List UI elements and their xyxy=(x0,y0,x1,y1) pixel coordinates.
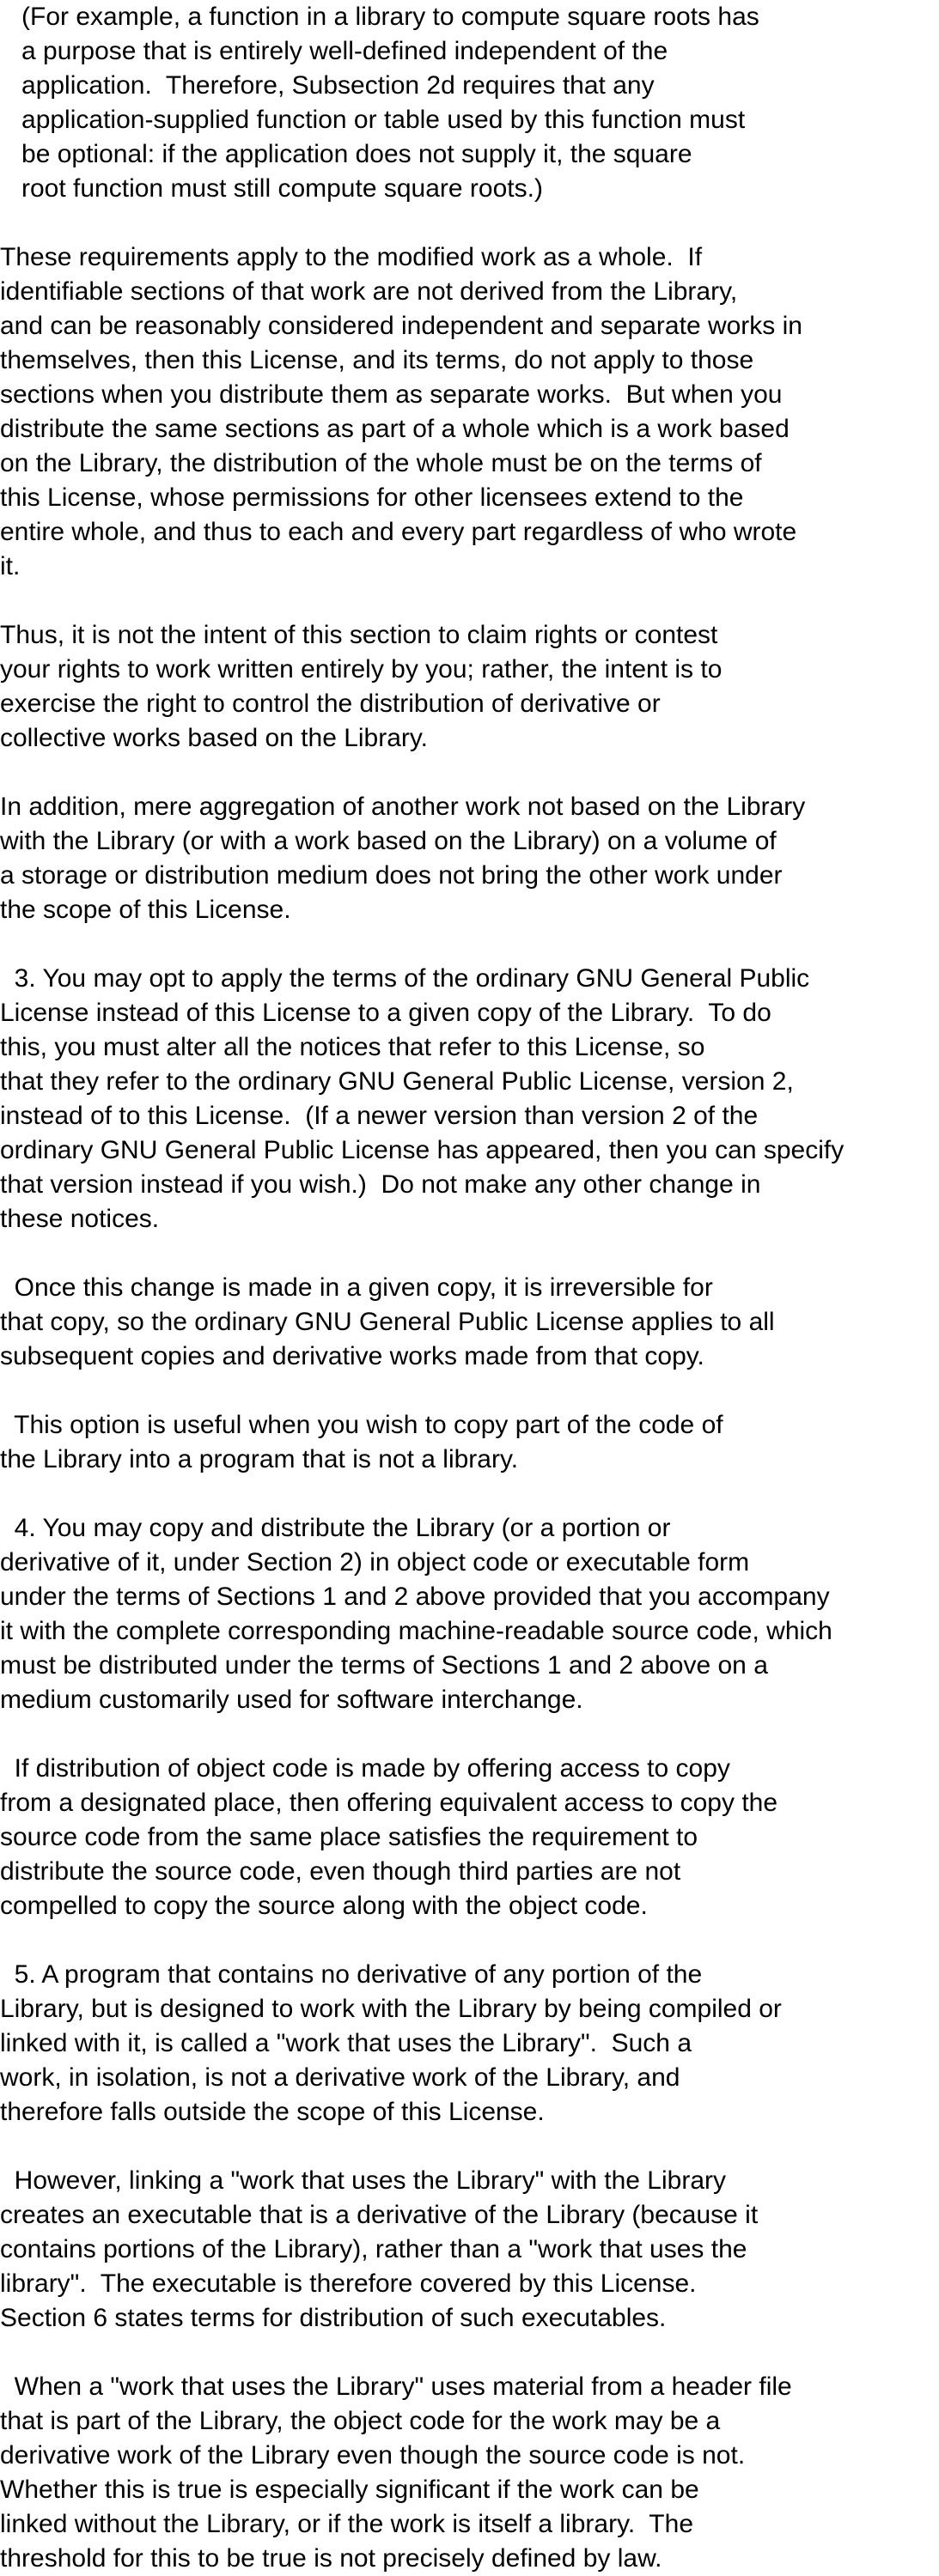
text-line: this, you must alter all the notices that refer to this License, so xyxy=(0,1033,705,1061)
text-line: Whether this is true is especially significant if the work can be xyxy=(0,2476,699,2504)
text-line: subsequent copies and derivative works made from that copy. xyxy=(0,1342,704,1370)
text-line: be optional: if the application does not supply it, the square xyxy=(0,140,692,168)
text-line: and can be reasonably considered independent and separate works in xyxy=(0,312,802,340)
paragraph-object-code-access xyxy=(0,1752,777,1923)
text-line: However, linking a "work that uses the Library" with the Library xyxy=(0,2166,727,2195)
text-line: Library, but is designed to work with the Library by being compiled or xyxy=(0,1995,782,2023)
text-line: must be distributed under the terms of Sections 1 and 2 above on a xyxy=(0,1651,768,1680)
paragraph-requirements-whole xyxy=(0,240,802,584)
text-line: These requirements apply to the modified work as a whole. If xyxy=(0,243,703,271)
text-line: this License, whose permissions for other licensees extend to the xyxy=(0,483,744,512)
paragraph-intent-of-section xyxy=(0,618,722,756)
paragraph-option-useful xyxy=(0,1408,723,1477)
text-line: compelled to copy the source along with the object code. xyxy=(0,1892,648,1920)
text-line: License instead of this License to a given copy of the Library. To do xyxy=(0,999,771,1027)
text-line: with the Library (or with a work based on the Library) on a volume of xyxy=(0,827,777,855)
text-line: a purpose that is entirely well-defined independent of the xyxy=(0,37,668,65)
text-line: If distribution of object code is made by offering access to copy xyxy=(0,1754,730,1783)
text-line: collective works based on the Library. xyxy=(0,724,429,752)
paragraph-section-5 xyxy=(0,1958,782,2129)
text-line: 4. You may copy and distribute the Library (or a portion or xyxy=(0,1514,671,1542)
text-line: identifiable sections of that work are not derived from the Library, xyxy=(0,277,738,306)
text-line: application. Therefore, Subsection 2d requires that any xyxy=(0,71,655,100)
text-line: that version instead if you wish.) Do not make any other change in xyxy=(0,1170,761,1199)
text-line: threshold for this to be true is not precisely defined by law. xyxy=(0,2544,662,2573)
text-line: work, in isolation, is not a derivative work of the Library, and xyxy=(0,2063,680,2092)
text-line: your rights to work written entirely by you; rather, the intent is to xyxy=(0,655,723,683)
text-line: root function must still compute square roots.) xyxy=(0,174,543,203)
text-line: the Library into a program that is not a library. xyxy=(0,1445,519,1473)
text-line: themselves, then this License, and its terms, do not apply to those xyxy=(0,346,754,374)
text-line: When a "work that uses the Library" uses material from a header file xyxy=(0,2372,792,2401)
text-line: This option is useful when you wish to copy part of the code of xyxy=(0,1411,723,1439)
paragraph-header-file xyxy=(0,2370,792,2576)
text-line: contains portions of the Library), rather than a "work that uses the xyxy=(0,2235,747,2263)
text-line: that copy, so the ordinary GNU General Public License applies to all xyxy=(0,1308,775,1336)
text-line: instead of to this License. (If a newer version than version 2 of the xyxy=(0,1102,759,1130)
paragraph-section-4 xyxy=(0,1511,832,1717)
text-line: Section 6 states terms for distribution of such executables. xyxy=(0,2304,667,2332)
text-line: application-supplied function or table used by this function must xyxy=(0,106,746,134)
text-line: it. xyxy=(0,552,21,580)
text-line: linked without the Library, or if the work is itself a library. The xyxy=(0,2510,693,2538)
text-line: source code from the same place satisfies the requirement to xyxy=(0,1823,698,1851)
text-line: ordinary GNU General Public License has appeared, then you can specify xyxy=(0,1136,844,1164)
text-line: sections when you distribute them as separate works. But when you xyxy=(0,380,783,409)
text-line: on the Library, the distribution of the whole must be on the terms of xyxy=(0,449,762,477)
paragraph-subsection-2d-example xyxy=(0,0,759,206)
text-line: distribute the source code, even though third parties are not xyxy=(0,1857,681,1886)
text-line: Once this change is made in a given copy, it is irreversible for xyxy=(0,1273,713,1302)
paragraph-change-irreversible xyxy=(0,1271,775,1374)
text-line: under the terms of Sections 1 and 2 above provided that you accompany xyxy=(0,1583,830,1611)
text-line: (For example, a function in a library to compute square roots has xyxy=(0,3,759,31)
text-line: it with the complete corresponding machine-readable source code, which xyxy=(0,1617,832,1645)
text-line: In addition, mere aggregation of another work not based on the Library xyxy=(0,793,806,821)
text-line: from a designated place, then offering equivalent access to copy the xyxy=(0,1789,778,1817)
paragraph-mere-aggregation xyxy=(0,790,805,927)
text-line: medium customarily used for software interchange. xyxy=(0,1686,583,1714)
text-line: Thus, it is not the intent of this section to claim rights or contest xyxy=(0,621,718,649)
text-line: derivative work of the Library even though the source code is not. xyxy=(0,2441,746,2470)
text-line: the scope of this License. xyxy=(0,896,291,924)
text-line: exercise the right to control the distribution of derivative or xyxy=(0,690,661,718)
text-line: 3. You may opt to apply the terms of the ordinary GNU General Public xyxy=(0,964,810,993)
text-line: derivative of it, under Section 2) in object code or executable form xyxy=(0,1548,750,1577)
text-line: distribute the same sections as part of a whole which is a work based xyxy=(0,415,790,443)
text-line: that is part of the Library, the object code for the work may be a xyxy=(0,2407,721,2435)
paragraph-section-3 xyxy=(0,962,844,1236)
text-line: library". The executable is therefore covered by this License. xyxy=(0,2269,697,2298)
text-line: that they refer to the ordinary GNU General Public License, version 2, xyxy=(0,1067,794,1096)
text-line: therefore falls outside the scope of this License. xyxy=(0,2098,545,2126)
text-line: a storage or distribution medium does not bring the other work under xyxy=(0,861,783,890)
text-line: these notices. xyxy=(0,1205,160,1233)
text-line: linked with it, is called a "work that uses the Library". Such a xyxy=(0,2029,692,2057)
text-line: 5. A program that contains no derivative of any portion of the xyxy=(0,1960,703,1989)
paragraph-linking-executable xyxy=(0,2164,758,2336)
text-line: entire whole, and thus to each and every part regardless of who wrote xyxy=(0,518,797,546)
text-line: creates an executable that is a derivative of the Library (because it xyxy=(0,2201,759,2229)
